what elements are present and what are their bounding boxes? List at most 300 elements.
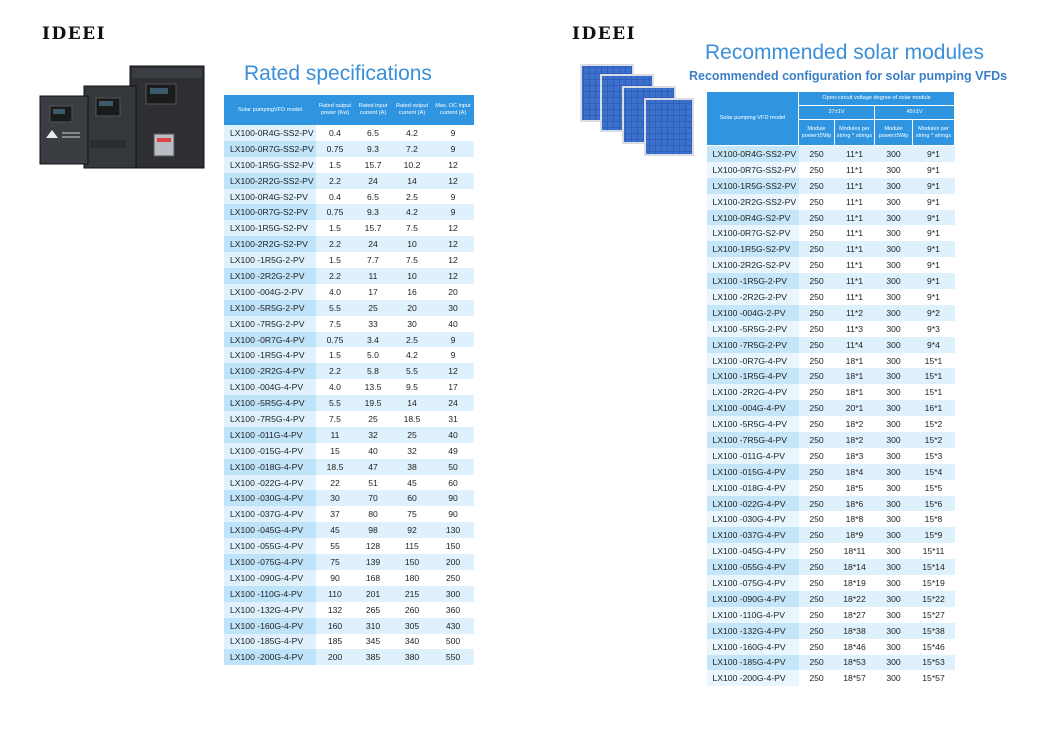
value-cell-4: 40	[432, 316, 474, 332]
model-cell: LX100-0R7G-SS2-PV	[707, 162, 799, 178]
table-row	[224, 411, 474, 427]
value-cell-4: 24	[432, 395, 474, 411]
value-cell-3: 75	[392, 506, 432, 522]
table-row	[224, 220, 474, 236]
value-cell-3: 10.2	[392, 157, 432, 173]
value-cell-3: 300	[875, 305, 913, 321]
header-vfd-model: Solar pumpingVFD model	[224, 95, 316, 125]
value-cell-4: 15*57	[913, 670, 955, 686]
value-cell-2: 18*22	[835, 591, 875, 607]
value-cell-1: 250	[799, 384, 835, 400]
value-cell-3: 215	[392, 586, 432, 602]
model-cell: LX100 -132G-4-PV	[707, 623, 799, 639]
value-cell-4: 9*1	[913, 225, 955, 241]
value-cell-2: 40	[354, 443, 392, 459]
value-cell-3: 300	[875, 273, 913, 289]
table-row	[707, 575, 955, 591]
model-cell: LX100 -045G-4-PV	[224, 522, 316, 538]
value-cell-4: 200	[432, 554, 474, 570]
value-cell-2: 18*5	[835, 480, 875, 496]
value-cell-1: 11	[316, 427, 354, 443]
value-cell-2: 18*1	[835, 353, 875, 369]
model-cell: LX100 -110G-4-PV	[707, 607, 799, 623]
value-cell-3: 5.5	[392, 363, 432, 379]
value-cell-1: 250	[799, 194, 835, 210]
value-cell-1: 250	[799, 670, 835, 686]
value-cell-2: 3.4	[354, 332, 392, 348]
value-cell-1: 2.2	[316, 173, 354, 189]
value-cell-4: 9*3	[913, 321, 955, 337]
model-cell: LX100 -7R5G-2-PV	[707, 337, 799, 353]
table-row	[224, 252, 474, 268]
table-row	[224, 618, 474, 634]
value-cell-1: 0.75	[316, 204, 354, 220]
value-cell-4: 9	[432, 347, 474, 363]
value-cell-1: 250	[799, 257, 835, 273]
header-module-power-37v: Module power±5Wp	[799, 120, 835, 146]
table-row	[707, 210, 955, 226]
value-cell-4: 9*2	[913, 305, 955, 321]
table-row	[224, 300, 474, 316]
table-row	[224, 332, 474, 348]
table-row	[707, 655, 955, 671]
table-row	[707, 639, 955, 655]
table-row	[707, 178, 955, 194]
table-row	[707, 289, 955, 305]
value-cell-4: 15*6	[913, 496, 955, 512]
value-cell-1: 22	[316, 475, 354, 491]
model-cell: LX100 -1R5G-2-PV	[224, 252, 316, 268]
value-cell-4: 300	[432, 586, 474, 602]
value-cell-2: 11*1	[835, 225, 875, 241]
model-cell: LX100-2R2G-S2-PV	[707, 257, 799, 273]
value-cell-2: 11*3	[835, 321, 875, 337]
model-cell: LX100 -037G-4-PV	[707, 527, 799, 543]
table-row	[707, 464, 955, 480]
value-cell-4: 15*3	[913, 448, 955, 464]
value-cell-2: 19.5	[354, 395, 392, 411]
value-cell-3: 16	[392, 284, 432, 300]
value-cell-3: 14	[392, 395, 432, 411]
table-row	[224, 379, 474, 395]
value-cell-1: 1.5	[316, 157, 354, 173]
model-cell: LX100 -037G-4-PV	[224, 506, 316, 522]
value-cell-1: 0.75	[316, 141, 354, 157]
model-cell: LX100 -030G-4-PV	[224, 490, 316, 506]
model-cell: LX100-0R7G-SS2-PV	[224, 141, 316, 157]
value-cell-2: 11*1	[835, 162, 875, 178]
value-cell-1: 132	[316, 602, 354, 618]
value-cell-4: 9	[432, 332, 474, 348]
table-row	[707, 511, 955, 527]
model-cell: LX100 -090G-4-PV	[707, 591, 799, 607]
value-cell-2: 18*6	[835, 496, 875, 512]
value-cell-3: 45	[392, 475, 432, 491]
table-row	[707, 384, 955, 400]
value-cell-1: 250	[799, 464, 835, 480]
model-cell: LX100 -004G-2-PV	[707, 305, 799, 321]
value-cell-4: 15*38	[913, 623, 955, 639]
value-cell-1: 250	[799, 368, 835, 384]
table-row	[707, 321, 955, 337]
value-cell-2: 24	[354, 236, 392, 252]
value-cell-1: 250	[799, 496, 835, 512]
value-cell-3: 300	[875, 543, 913, 559]
value-cell-3: 300	[875, 384, 913, 400]
value-cell-1: 1.5	[316, 252, 354, 268]
table-row	[707, 162, 955, 178]
model-cell: LX100 -110G-4-PV	[224, 586, 316, 602]
value-cell-1: 37	[316, 506, 354, 522]
value-cell-4: 12	[432, 236, 474, 252]
model-cell: LX100 -011G-4-PV	[707, 448, 799, 464]
model-cell: LX100 -5R5G-4-PV	[224, 395, 316, 411]
value-cell-2: 47	[354, 459, 392, 475]
value-cell-3: 150	[392, 554, 432, 570]
table-row	[707, 527, 955, 543]
value-cell-4: 15*2	[913, 416, 955, 432]
value-cell-1: 250	[799, 289, 835, 305]
value-cell-3: 300	[875, 480, 913, 496]
value-cell-1: 2.2	[316, 268, 354, 284]
value-cell-2: 11*1	[835, 178, 875, 194]
model-cell: LX100 -200G-4-PV	[707, 670, 799, 686]
model-cell: LX100 -075G-4-PV	[707, 575, 799, 591]
value-cell-3: 300	[875, 670, 913, 686]
value-cell-3: 300	[875, 591, 913, 607]
table-row	[224, 173, 474, 189]
value-cell-3: 300	[875, 448, 913, 464]
value-cell-1: 2.2	[316, 236, 354, 252]
value-cell-2: 139	[354, 554, 392, 570]
rated-specs-rows	[224, 125, 474, 665]
value-cell-3: 7.5	[392, 220, 432, 236]
value-cell-4: 15*5	[913, 480, 955, 496]
value-cell-1: 250	[799, 337, 835, 353]
model-cell: LX100-0R4G-SS2-PV	[224, 125, 316, 141]
value-cell-4: 50	[432, 459, 474, 475]
value-cell-4: 15*22	[913, 591, 955, 607]
value-cell-4: 15*8	[913, 511, 955, 527]
value-cell-1: 250	[799, 241, 835, 257]
table-row	[224, 268, 474, 284]
value-cell-1: 250	[799, 353, 835, 369]
value-cell-2: 265	[354, 602, 392, 618]
model-cell: LX100 -185G-4-PV	[707, 655, 799, 671]
value-cell-2: 128	[354, 538, 392, 554]
value-cell-3: 300	[875, 623, 913, 639]
value-cell-2: 17	[354, 284, 392, 300]
value-cell-4: 12	[432, 173, 474, 189]
value-cell-4: 9*1	[913, 241, 955, 257]
model-cell: LX100 -160G-4-PV	[224, 618, 316, 634]
value-cell-2: 18*4	[835, 464, 875, 480]
value-cell-3: 180	[392, 570, 432, 586]
value-cell-4: 49	[432, 443, 474, 459]
value-cell-3: 300	[875, 321, 913, 337]
model-cell: LX100 -5R5G-2-PV	[224, 300, 316, 316]
value-cell-3: 300	[875, 225, 913, 241]
value-cell-2: 18*1	[835, 368, 875, 384]
value-cell-3: 300	[875, 210, 913, 226]
value-cell-3: 380	[392, 649, 432, 665]
value-cell-3: 30	[392, 316, 432, 332]
model-cell: LX100 -2R2G-2-PV	[707, 289, 799, 305]
value-cell-4: 9	[432, 204, 474, 220]
value-cell-1: 160	[316, 618, 354, 634]
value-cell-4: 40	[432, 427, 474, 443]
table-row	[707, 623, 955, 639]
table-row	[224, 427, 474, 443]
value-cell-4: 9*1	[913, 178, 955, 194]
value-cell-1: 250	[799, 162, 835, 178]
model-cell: LX100 -045G-4-PV	[707, 543, 799, 559]
value-cell-1: 200	[316, 649, 354, 665]
model-cell: LX100 -200G-4-PV	[224, 649, 316, 665]
model-cell: LX100 -075G-4-PV	[224, 554, 316, 570]
value-cell-3: 115	[392, 538, 432, 554]
value-cell-2: 201	[354, 586, 392, 602]
value-cell-3: 300	[875, 432, 913, 448]
table-row	[707, 416, 955, 432]
table-row	[707, 432, 955, 448]
value-cell-2: 9.3	[354, 141, 392, 157]
model-cell: LX100 -132G-4-PV	[224, 602, 316, 618]
model-cell: LX100-1R5G-S2-PV	[707, 241, 799, 257]
table-row	[224, 490, 474, 506]
table-row	[707, 607, 955, 623]
value-cell-1: 7.5	[316, 411, 354, 427]
value-cell-3: 7.5	[392, 252, 432, 268]
value-cell-4: 9*1	[913, 162, 955, 178]
value-cell-4: 15*27	[913, 607, 955, 623]
value-cell-1: 250	[799, 225, 835, 241]
model-cell: LX100 -5R5G-4-PV	[707, 416, 799, 432]
value-cell-2: 11*1	[835, 257, 875, 273]
table-row	[224, 506, 474, 522]
table-row	[224, 649, 474, 665]
value-cell-2: 18*2	[835, 416, 875, 432]
model-cell: LX100-2R2G-SS2-PV	[707, 194, 799, 210]
model-cell: LX100-0R4G-SS2-PV	[707, 146, 799, 162]
table-row	[224, 347, 474, 363]
value-cell-3: 300	[875, 400, 913, 416]
value-cell-1: 250	[799, 448, 835, 464]
table-row	[224, 443, 474, 459]
rated-specs-table	[224, 95, 474, 665]
value-cell-1: 250	[799, 575, 835, 591]
value-cell-2: 25	[354, 411, 392, 427]
value-cell-4: 15*2	[913, 432, 955, 448]
value-cell-2: 18*38	[835, 623, 875, 639]
value-cell-4: 150	[432, 538, 474, 554]
table-row	[224, 284, 474, 300]
value-cell-3: 2.5	[392, 189, 432, 205]
header-voltage-45v: 45±1V	[875, 106, 955, 120]
value-cell-2: 310	[354, 618, 392, 634]
value-cell-4: 15*53	[913, 655, 955, 671]
model-cell: LX100 -2R2G-4-PV	[224, 363, 316, 379]
value-cell-2: 11*1	[835, 241, 875, 257]
value-cell-2: 70	[354, 490, 392, 506]
value-cell-3: 38	[392, 459, 432, 475]
value-cell-4: 16*1	[913, 400, 955, 416]
value-cell-2: 11	[354, 268, 392, 284]
value-cell-2: 11*1	[835, 289, 875, 305]
value-cell-4: 31	[432, 411, 474, 427]
model-cell: LX100-1R5G-SS2-PV	[707, 178, 799, 194]
table-row	[224, 586, 474, 602]
table-row	[224, 125, 474, 141]
value-cell-3: 300	[875, 639, 913, 655]
value-cell-3: 32	[392, 443, 432, 459]
value-cell-3: 300	[875, 289, 913, 305]
table-row	[707, 448, 955, 464]
table-row	[707, 400, 955, 416]
value-cell-1: 250	[799, 178, 835, 194]
table-row	[707, 257, 955, 273]
table-row	[707, 305, 955, 321]
value-cell-1: 18.5	[316, 459, 354, 475]
model-cell: LX100-0R7G-S2-PV	[707, 225, 799, 241]
value-cell-4: 90	[432, 490, 474, 506]
value-cell-3: 14	[392, 173, 432, 189]
model-cell: LX100 -022G-4-PV	[707, 496, 799, 512]
model-cell: LX100 -022G-4-PV	[224, 475, 316, 491]
value-cell-2: 25	[354, 300, 392, 316]
value-cell-3: 25	[392, 427, 432, 443]
value-cell-2: 80	[354, 506, 392, 522]
header-modules-per-string-45v: Modules per string * strings	[913, 120, 955, 146]
model-cell: LX100 -2R2G-2-PV	[224, 268, 316, 284]
value-cell-3: 305	[392, 618, 432, 634]
value-cell-1: 250	[799, 273, 835, 289]
value-cell-2: 11*1	[835, 146, 875, 162]
value-cell-2: 18*3	[835, 448, 875, 464]
value-cell-3: 92	[392, 522, 432, 538]
value-cell-4: 60	[432, 475, 474, 491]
value-cell-3: 20	[392, 300, 432, 316]
header-input-current: Rated input current (A)	[354, 95, 392, 125]
table-row	[224, 395, 474, 411]
value-cell-2: 5.8	[354, 363, 392, 379]
value-cell-1: 250	[799, 607, 835, 623]
value-cell-1: 0.4	[316, 125, 354, 141]
model-cell: LX100 -7R5G-4-PV	[224, 411, 316, 427]
header-voltage-37v: 37±1V	[799, 106, 875, 120]
value-cell-1: 250	[799, 416, 835, 432]
value-cell-2: 18*1	[835, 384, 875, 400]
value-cell-2: 13.5	[354, 379, 392, 395]
value-cell-1: 90	[316, 570, 354, 586]
value-cell-3: 2.5	[392, 332, 432, 348]
value-cell-1: 250	[799, 511, 835, 527]
value-cell-3: 7.2	[392, 141, 432, 157]
value-cell-4: 30	[432, 300, 474, 316]
value-cell-3: 340	[392, 634, 432, 650]
value-cell-1: 250	[799, 591, 835, 607]
model-cell: LX100 -1R5G-4-PV	[707, 368, 799, 384]
value-cell-4: 15*9	[913, 527, 955, 543]
header-max-dc-current: Max. DC input current (A)	[432, 95, 474, 125]
value-cell-3: 300	[875, 511, 913, 527]
table-row	[224, 554, 474, 570]
value-cell-3: 300	[875, 464, 913, 480]
value-cell-1: 1.5	[316, 220, 354, 236]
model-cell: LX100-1R5G-S2-PV	[224, 220, 316, 236]
table-row	[224, 236, 474, 252]
value-cell-2: 18*2	[835, 432, 875, 448]
value-cell-4: 15*1	[913, 368, 955, 384]
table-row	[707, 368, 955, 384]
model-cell: LX100-2R2G-S2-PV	[224, 236, 316, 252]
value-cell-3: 10	[392, 236, 432, 252]
model-cell: LX100 -0R7G-4-PV	[707, 353, 799, 369]
value-cell-2: 18*11	[835, 543, 875, 559]
value-cell-2: 6.5	[354, 189, 392, 205]
value-cell-4: 9*1	[913, 146, 955, 162]
value-cell-2: 18*19	[835, 575, 875, 591]
vfd-product-image	[36, 60, 208, 170]
value-cell-2: 11*2	[835, 305, 875, 321]
table-row	[707, 146, 955, 162]
table-row	[224, 522, 474, 538]
model-cell: LX100 -004G-4-PV	[224, 379, 316, 395]
value-cell-2: 18*9	[835, 527, 875, 543]
value-cell-2: 18*46	[835, 639, 875, 655]
model-cell: LX100 -015G-4-PV	[707, 464, 799, 480]
solar-panels-image	[578, 62, 698, 158]
value-cell-1: 250	[799, 321, 835, 337]
value-cell-4: 430	[432, 618, 474, 634]
value-cell-4: 9	[432, 189, 474, 205]
value-cell-1: 5.5	[316, 395, 354, 411]
value-cell-2: 18*53	[835, 655, 875, 671]
rated-specs-title: Rated specifications	[244, 62, 432, 85]
value-cell-3: 300	[875, 575, 913, 591]
value-cell-1: 250	[799, 623, 835, 639]
value-cell-2: 168	[354, 570, 392, 586]
header-output-current: Rated output current (A)	[392, 95, 432, 125]
value-cell-1: 250	[799, 639, 835, 655]
value-cell-4: 15*11	[913, 543, 955, 559]
value-cell-4: 360	[432, 602, 474, 618]
brand-logo-right: IDEEI	[572, 24, 637, 44]
model-cell: LX100 -055G-4-PV	[224, 538, 316, 554]
value-cell-4: 9*1	[913, 289, 955, 305]
model-cell: LX100 -2R2G-4-PV	[707, 384, 799, 400]
value-cell-3: 18.5	[392, 411, 432, 427]
value-cell-1: 250	[799, 146, 835, 162]
value-cell-1: 250	[799, 543, 835, 559]
value-cell-4: 12	[432, 252, 474, 268]
table-row	[224, 602, 474, 618]
value-cell-4: 9*1	[913, 194, 955, 210]
value-cell-1: 250	[799, 305, 835, 321]
table-row	[224, 570, 474, 586]
value-cell-3: 260	[392, 602, 432, 618]
value-cell-4: 9	[432, 141, 474, 157]
table-row	[224, 204, 474, 220]
value-cell-2: 385	[354, 649, 392, 665]
model-cell: LX100 -7R5G-2-PV	[224, 316, 316, 332]
value-cell-4: 12	[432, 220, 474, 236]
table-row	[224, 475, 474, 491]
model-cell: LX100 -015G-4-PV	[224, 443, 316, 459]
value-cell-1: 1.5	[316, 347, 354, 363]
value-cell-1: 250	[799, 400, 835, 416]
value-cell-1: 0.4	[316, 189, 354, 205]
